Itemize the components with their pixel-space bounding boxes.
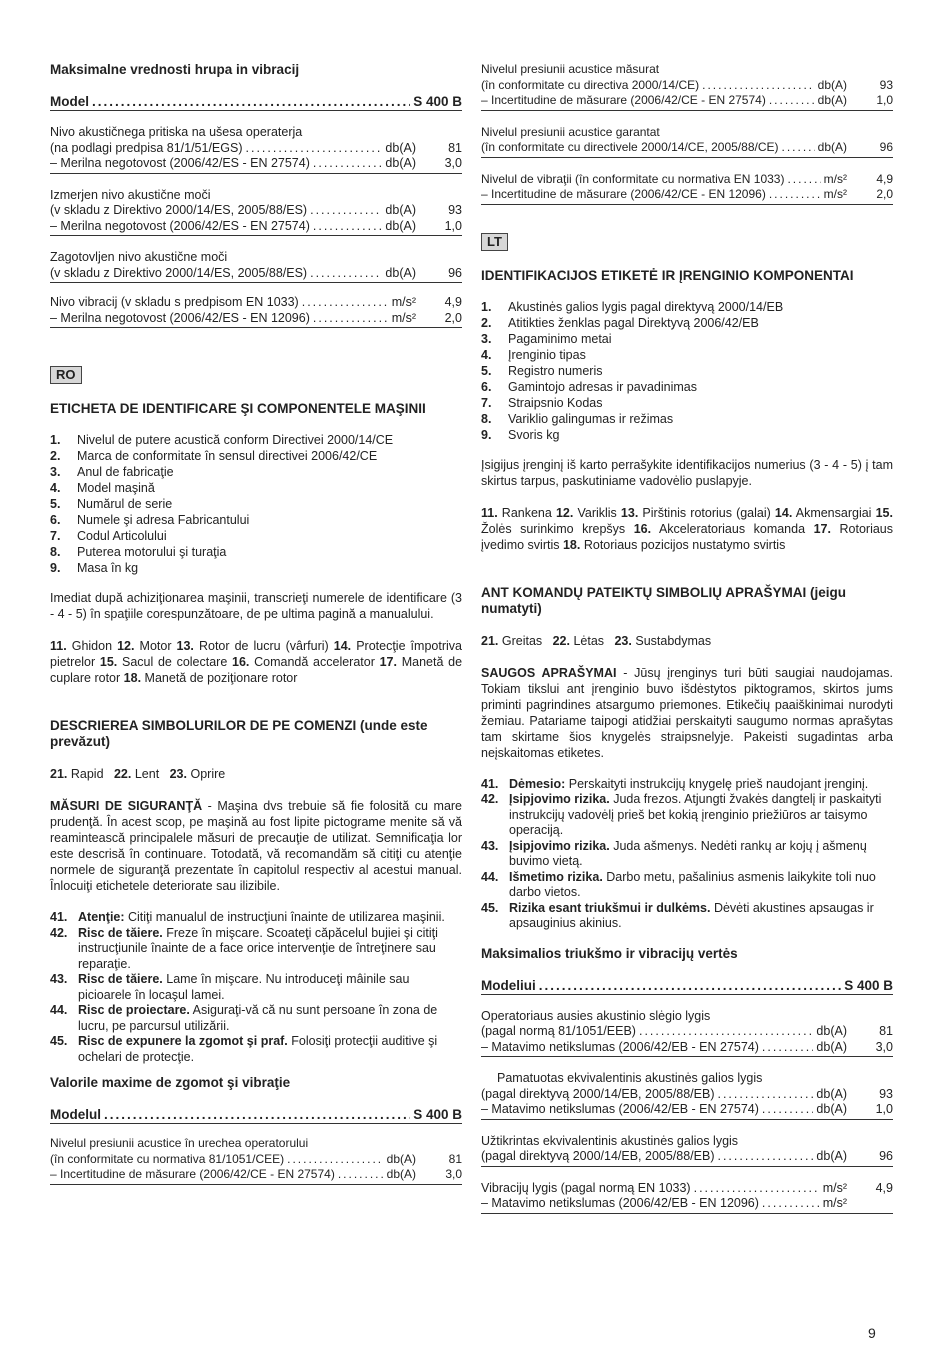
ro-noise-group-2: [481, 62, 893, 111]
ro-warning-body: [78, 972, 462, 1003]
sl-model-label: Model: [50, 94, 89, 109]
lt-id-item-number: 1.: [481, 299, 492, 314]
lt-warning-item: [481, 792, 893, 839]
lt-symbol-label: Sustabdymas: [635, 633, 712, 648]
lt-id-item-text: Svoris kg: [508, 427, 560, 442]
sl-g4-value: 4,9: [444, 295, 462, 309]
ro-id-item-text: Nivelul de putere acustică conform Directivei 2000/14/CE: [77, 433, 394, 447]
lt-g3-line1: Užtikrintas ekvivalentinis akustinės galios lygis: [481, 1133, 739, 1148]
lt-g1-line1: Operatoriaus ausies akustinio slėgio lygis: [481, 1008, 711, 1023]
ro-warning-text: Asiguraţi-vă că nu sunt persoane în zona de lucru, pe parcursul utilizării.: [78, 1003, 438, 1033]
lt-warning-item: [481, 777, 893, 793]
lt-id-item-text: Pagaminimo metai: [508, 331, 612, 346]
ro-warning-text: Freze în mişcare. Scoateţi căpăcelul bujiei şi citiţi instrucţiunile înainte de a face orice intervenţie de întreţinere sau reparaţie.: [78, 925, 438, 971]
lt-id-item-number: 8.: [481, 411, 492, 426]
ro-id-item-text: Model maşină: [77, 481, 155, 495]
sl-noise-group-3: [50, 250, 462, 283]
lt-warning-heading: Įsipjovimo rizika.: [509, 838, 610, 853]
ro-warning-number: 41.: [50, 910, 68, 924]
lt-id-item-text: Gamintojo adresas ir pavadinimas: [508, 379, 697, 394]
ro-warning-body: [78, 926, 462, 973]
lt-g1-unc-unit: db(A): [816, 1039, 847, 1054]
ro-component-label: Sacul de colectare: [122, 655, 228, 669]
ro-symbol-label: Oprire: [190, 767, 226, 781]
lt-id-item-text: Registro numeris: [508, 363, 603, 378]
sl-g2-unc-unit: db(A): [385, 218, 416, 233]
lt-component-label: Akceleratoriaus komanda: [658, 521, 806, 536]
ro-id-item-number: 5.: [50, 497, 61, 511]
ro-symbol-number: 22.: [113, 767, 132, 781]
lt-g2-unc-value: 1,0: [875, 1102, 893, 1116]
ro-g1-line1: Nivelul presiunii acustice în urechea operatorului: [50, 1136, 309, 1150]
lt-warning-number: 44.: [481, 869, 499, 884]
lt-warning-heading: Rizika esant triukšmui ir dulkėms.: [509, 900, 711, 915]
lt-warning-item: [481, 839, 893, 870]
ro-warning-item: [50, 926, 462, 973]
ro-id-item: [50, 432, 462, 448]
lt-id-item-text: Straipsnio Kodas: [508, 395, 603, 410]
ro-symbols-title: DESCRIEREA SIMBOLURILOR DE PE COMENZI (unde este prevăzut): [50, 718, 428, 749]
ro-component-number: 16.: [232, 655, 250, 669]
ro-component-number: 18.: [123, 671, 142, 685]
lt-warning-text: Juda frezos. Atjungti žvakės dangtelį ir paskaityti instrukcijų vadovėlį prieš bet kokią įrenginio priežiūros ar taisymo operaciją.: [509, 792, 882, 837]
lt-symbol-number: 23.: [614, 633, 632, 648]
ro-component-label: Rotor de lucru (vârfuri): [198, 639, 329, 653]
lt-id-item: [481, 411, 893, 427]
ro-g1-line3: – Incertitudine de măsurare (2006/42/CE - EN 27574): [50, 1167, 335, 1181]
ro-warning-heading: Risc de tăiere.: [78, 925, 163, 940]
ro-warning-heading: Risc de tăiere.: [78, 972, 163, 986]
ro-section: [50, 366, 462, 1185]
lt-id-item: [481, 347, 893, 363]
lt-noise-title: Maksimalios triukšmo ir vibracijų vertės: [481, 945, 738, 961]
lt-g1-line3: – Matavimo netikslumas (2006/42/EB - EN 27574): [481, 1039, 759, 1054]
lt-id-item-number: 4.: [481, 347, 492, 362]
ro-id-item: [50, 560, 462, 576]
lt-g2-unit: db(A): [816, 1086, 847, 1101]
sl-g3-line2: (v skladu z Direktivo 2000/14/ES, 2005/88/ES): [50, 265, 308, 280]
ro-id-title: ETICHETA DE IDENTIFICARE ŞI COMPONENTELE MAŞINII: [50, 401, 426, 416]
ro-symbol-label: Rapid: [70, 767, 104, 781]
ro-g2-value: 93: [879, 77, 893, 92]
lt-warning-body: [509, 777, 868, 793]
ro-g4-line2: – Incertitudine de măsurare (2006/42/CE - EN 12096): [481, 187, 766, 201]
lt-id-item: [481, 363, 893, 379]
lt-section: [481, 233, 893, 1214]
ro-warning-number: 44.: [50, 1003, 68, 1017]
ro-warnings: [50, 910, 462, 1065]
lt-id-item-number: 7.: [481, 395, 492, 410]
lt-safety-text: - Jūsų įrenginys turi būti saugiai naudojamas. Tokiam tikslui ant įrenginio buvo išdėstytos piktogramos, skirtos jums priminti pagrindines atsargumo priemones. Etikečių paaiškinimai nurodyti žemiau. Patariame taipogi atidžiai perskaityti saugumo normas aprašytas tam skirtame šios knygelės straipsnelyje. Pakeisti sugadintas arba neįskaitomas etiketes.: [481, 665, 893, 760]
ro-id-item-number: 8.: [50, 545, 61, 559]
ro-warning-text: Citiţi manualul de instrucţiuni înainte de utilizarea maşinii.: [124, 910, 445, 924]
lt-warning-heading: Išmetimo rizika.: [509, 869, 603, 884]
ro-id-item-text: Anul de fabricaţie: [77, 465, 174, 479]
ro-warning-item: [50, 1003, 462, 1034]
lt-noise-group-2: [481, 1071, 893, 1120]
lt-id-item: [481, 315, 893, 331]
ro-model-value: S 400 B: [413, 1107, 462, 1122]
lt-model-row: [481, 978, 893, 995]
sl-g1-unc-value: 3,0: [444, 156, 462, 170]
sl-g4-unc-unit: m/s²: [391, 310, 416, 325]
ro-id-item: [50, 512, 462, 528]
lt-g2-line2: (pagal direktyvą 2000/14/EB, 2005/88/EB): [481, 1086, 715, 1101]
sl-g4-line2: – Merilna negotovost (2006/42/ES - EN 12096): [50, 310, 310, 325]
lt-safety-paragraph: [481, 665, 893, 761]
sl-g3-unit: db(A): [385, 265, 416, 280]
lt-symbol-label: Greitas: [501, 633, 543, 648]
lt-id-item-number: 6.: [481, 379, 492, 394]
ro-symbol-number: 23.: [169, 767, 187, 781]
ro-component-label: Manetă de cuplare rotor: [50, 655, 463, 685]
lt-g4-line1: Vibracijų lygis (pagal normą EN 1033): [481, 1180, 691, 1195]
ro-id-item: [50, 496, 462, 512]
lt-id-list: [481, 299, 893, 443]
lt-warning-number: 41.: [481, 776, 499, 791]
lt-component-number: 14.: [774, 505, 793, 520]
ro-safety-paragraph: [50, 798, 462, 894]
lt-warning-body: [509, 792, 893, 839]
lt-components: [481, 505, 893, 553]
ro-safety-text: - Maşina dvs trebuie să fie folosită cu mare prudenţă. În acest scop, pe maşină au fost lipite pictograme menite să vă reamintească principalele măsuri de precauţie de utilizat. Semnificaţia lor este descrisă în continuare. Totodată, vă recomandăm să citiţi cu atenţie normele de siguranţă prezentate în capitolul respectiv al acestui manual. Înlocuiţi etichetele deteriorate sau ilizibile.: [50, 799, 463, 893]
sl-g2-unc-value: 1,0: [444, 218, 462, 233]
ro-component-number: 15.: [99, 655, 118, 669]
ro-component-label: Manetă de poziţionare rotor: [144, 671, 298, 685]
lt-vibration-group: [481, 1181, 893, 1214]
lt-warning-item: [481, 870, 893, 901]
lt-warning-text: Juda ašmenys. Nedėti rankų ar kojų į ašmenų buvimo vietą.: [509, 838, 867, 868]
ro-after-purchase: Imediat după achiziţionarea maşinii, transcrieţi numerele de identificare (3 - 4 - 5) în spaţiile corespunzătoare, de pe ultima pagină a manualului.: [50, 591, 462, 621]
lt-symbol-number: 21.: [481, 633, 499, 648]
lt-id-item: [481, 299, 893, 315]
ro-warning-heading: Atenţie:: [78, 910, 125, 924]
lt-id-item-number: 9.: [481, 427, 492, 442]
lt-component-number: 11.: [481, 505, 498, 520]
ro-component-number: 11.: [50, 639, 67, 653]
ro-g1-line2: (în conformitate cu normativa 81/1051/CEE): [50, 1151, 285, 1166]
ro-warning-item: [50, 910, 462, 926]
sl-g1-line3: – Merilna negotovost (2006/42/ES - EN 27574): [50, 156, 310, 170]
ro-id-item-number: 4.: [50, 481, 61, 495]
lt-id-item-text: Variklio galingumas ir režimas: [508, 411, 674, 426]
lt-g1-value: 81: [879, 1024, 893, 1038]
ro-g4-unc-value: 2,0: [876, 187, 893, 201]
lt-id-item: [481, 427, 893, 443]
lt-warning-number: 42.: [481, 792, 499, 806]
lt-noise-group-1: [481, 1009, 893, 1058]
lt-warning-text: Darbo metu, pašalinius asmenis laikykite toli nuo darbo vietos.: [509, 869, 876, 899]
lt-model-label: Modeliui: [481, 977, 536, 993]
lt-g2-unc-unit: db(A): [816, 1102, 847, 1116]
lt-id-item-text: Atitikties ženklas pagal Direktyvą 2006/42/EB: [508, 315, 759, 330]
lt-warning-text: Dėvėti akustines apsaugas ir apsauginius akinius.: [509, 900, 874, 930]
ro-id-item-text: Puterea motorului şi turaţia: [77, 545, 227, 559]
ro-warning-number: 45.: [50, 1034, 68, 1048]
sl-g4-unc-value: 2,0: [444, 310, 462, 325]
lt-component-number: 15.: [875, 505, 893, 520]
ro-warning-text: Folosiţi protecţii auditive şi ochelari de protecţie.: [78, 1034, 438, 1064]
ro-g4-unit: m/s²: [823, 171, 847, 186]
lt-warning-number: 43.: [481, 838, 499, 853]
left-column: [50, 62, 462, 1185]
lt-g4-unit: m/s²: [822, 1180, 847, 1195]
lt-warnings: [481, 777, 893, 932]
ro-warning-body: [78, 1003, 462, 1034]
lt-warning-number: 45.: [481, 900, 499, 915]
ro-symbol-label: Lent: [134, 767, 160, 781]
ro-id-item: [50, 464, 462, 480]
ro-component-number: 14.: [333, 639, 352, 653]
sl-vibration-group: [50, 295, 462, 328]
ro-safety-head: MĂSURI DE SIGURANŢĂ: [50, 799, 203, 813]
ro-model-row: [50, 1107, 462, 1124]
sl-noise-section: [50, 62, 462, 328]
sl-model-value: S 400 B: [413, 94, 462, 109]
lt-component-label: Pirštinis rotorius (galai): [642, 505, 771, 520]
ro-g1-unit: db(A): [386, 1151, 416, 1166]
ro-warning-heading: Risc de expunere la zgomot şi praf.: [78, 1034, 288, 1048]
lt-component-label: Rotoriaus pozicijos nustatymo svirtis: [583, 537, 786, 552]
right-column: [481, 62, 893, 1214]
lt-id-title: IDENTIFIKACIJOS ETIKETĖ IR ĮRENGINIO KOMPONENTAI: [481, 267, 854, 283]
ro-id-item-number: 1.: [50, 433, 61, 447]
sl-g1-line2: (na podlagi predpisa 81/1/51/EGS): [50, 140, 243, 155]
ro-g1-value: 81: [448, 1151, 462, 1166]
ro-g1-unc-unit: db(A): [386, 1167, 416, 1181]
sl-g2-unit: db(A): [385, 203, 416, 217]
lt-warning-body: [509, 839, 893, 870]
ro-id-item-number: 7.: [50, 529, 61, 543]
ro-warning-heading: Risc de proiectare.: [78, 1003, 190, 1017]
lt-warning-item: [481, 901, 893, 932]
ro-id-item-text: Numărul de serie: [77, 497, 173, 511]
lt-model-value: S 400 B: [844, 977, 893, 993]
sl-noise-title: Maksimalne vrednosti hrupa in vibracij: [50, 62, 300, 77]
lt-id-item-text: Įrenginio tipas: [508, 347, 586, 362]
sl-g3-line1: Zagotovljen nivo akustične moči: [50, 250, 228, 264]
lt-component-number: 13.: [620, 505, 639, 520]
lt-id-item: [481, 331, 893, 347]
lt-g1-line2: (pagal normą 81/1051/EEB): [481, 1024, 636, 1038]
ro-component-label: Ghidon: [71, 639, 113, 653]
ro-g3-line2: (în conformitate cu directivele 2000/14/CE, 2005/88/CE): [481, 140, 779, 154]
lt-id-item-number: 2.: [481, 315, 492, 330]
ro-vibration-group: [481, 172, 893, 205]
lt-symbols: [481, 633, 893, 649]
sl-g4-unit: m/s²: [391, 295, 416, 309]
lt-g2-line1: Pamatuotas ekvivalentinis akustinės galios lygis: [497, 1071, 763, 1085]
ro-warning-item: [50, 972, 462, 1003]
page-number: 9: [868, 1325, 876, 1341]
lt-g1-unit: db(A): [816, 1024, 847, 1038]
ro-noise-title: Valorile maxime de zgomot şi vibraţie: [50, 1075, 291, 1090]
ro-component-number: 12.: [117, 639, 135, 653]
sl-g1-value: 81: [448, 140, 462, 155]
ro-g2-line3: – Incertitudine de măsurare (2006/42/CE - EN 27574): [481, 93, 766, 107]
lt-g2-line3: – Matavimo netikslumas (2006/42/EB - EN 27574): [481, 1102, 759, 1116]
sl-model-row: [50, 94, 462, 111]
sl-g2-value: 93: [448, 203, 462, 217]
lt-g3-unit: db(A): [816, 1149, 847, 1163]
lt-id-item-text: Akustinės galios lygis pagal direktyvą 2000/14/EB: [508, 299, 784, 314]
ro-id-item-number: 9.: [50, 561, 61, 575]
sl-g2-line1: Izmerjen nivo akustične moči: [50, 187, 211, 202]
ro-language-badge: RO: [50, 366, 82, 384]
lt-id-item: [481, 379, 893, 395]
lt-g3-value: 96: [879, 1149, 893, 1163]
ro-id-item: [50, 480, 462, 496]
ro-id-item: [50, 448, 462, 464]
ro-model-label: Modelul: [50, 1107, 101, 1122]
lt-noise-group-3: [481, 1134, 893, 1167]
sl-g2-line2: (v skladu z Direktivo 2000/14/ES, 2005/88/ES): [50, 203, 308, 217]
ro-warning-body: [78, 1034, 462, 1065]
ro-id-item-text: Numele şi adresa Fabricantului: [77, 513, 250, 527]
lt-warning-heading: Įsipjovimo rizika.: [509, 792, 610, 806]
lt-id-item: [481, 395, 893, 411]
ro-g4-value: 4,9: [876, 171, 893, 186]
lt-warning-body: [509, 901, 893, 932]
lt-warning-heading: Dėmesio:: [509, 776, 566, 791]
ro-warning-number: 42.: [50, 925, 68, 940]
ro-component-label: Motor: [139, 639, 172, 653]
ro-noise-group-1: [50, 1136, 462, 1185]
lt-component-number: 18.: [562, 537, 581, 552]
ro-g2-line1: Nivelul presiunii acustice măsurat: [481, 62, 660, 76]
sl-noise-group-1: [50, 125, 462, 174]
lt-component-label: Akmensargiai: [795, 505, 872, 520]
lt-safety-head: SAUGOS APRAŠYMAI: [481, 665, 617, 680]
lt-language-badge: LT: [481, 233, 508, 251]
lt-g4-line2: – Matavimo netikslumas (2006/42/EB - EN 12096): [481, 1196, 759, 1210]
lt-warning-text: Perskaityti instrukcijų knygelę prieš naudojant įrenginį.: [565, 776, 869, 791]
ro-g1-unc-value: 3,0: [445, 1167, 462, 1181]
ro-id-item-text: Codul Articolului: [77, 529, 167, 543]
lt-component-number: 16.: [633, 521, 652, 536]
ro-warning-number: 43.: [50, 972, 68, 986]
lt-component-label: Variklis: [577, 505, 617, 520]
ro-component-label: Comandă accelerator: [254, 655, 375, 669]
lt-g1-unc-value: 3,0: [875, 1039, 893, 1054]
ro-id-item-text: Masa în kg: [77, 561, 139, 575]
ro-g3-unit: db(A): [817, 140, 847, 154]
ro-g2-unit: db(A): [817, 77, 847, 92]
sl-g1-unc-unit: db(A): [385, 156, 416, 170]
ro-symbol-number: 21.: [50, 767, 68, 781]
ro-id-item-number: 3.: [50, 465, 61, 479]
ro-warning-item: [50, 1034, 462, 1065]
lt-symbol-number: 22.: [552, 633, 570, 648]
lt-warning-body: [509, 870, 893, 901]
ro-noise-group-3: [481, 125, 893, 158]
lt-component-label: Rankena: [501, 505, 552, 520]
sl-g1-unit: db(A): [385, 140, 416, 155]
lt-component-number: 12.: [555, 505, 574, 520]
lt-component-label: Rotoriaus įvedimo svirtis: [481, 521, 893, 552]
lt-symbols-title: ANT KOMANDŲ PATEIKTŲ SIMBOLIŲ APRAŠYMAI (jeigu numatyti): [481, 584, 846, 616]
lt-component-label: Žolės surinkimo krepšys: [481, 521, 626, 536]
lt-symbol-label: Lėtas: [573, 633, 605, 648]
lt-component-number: 17.: [813, 521, 831, 536]
sl-g3-value: 96: [448, 265, 462, 280]
ro-component-number: 13.: [176, 639, 194, 653]
sl-g2-line3: – Merilna negotovost (2006/42/ES - EN 27574): [50, 218, 310, 233]
sl-noise-group-2: [50, 188, 462, 237]
lt-g4-value: 4,9: [875, 1180, 893, 1195]
ro-g4-unc-unit: m/s²: [823, 187, 847, 201]
ro-id-item-text: Marca de conformitate în sensul directivei 2006/42/CE: [77, 449, 378, 463]
ro-g3-line1: Nivelul presiunii acustice garantat: [481, 124, 660, 139]
ro-g2-line2: (în conformitate cu directiva 2000/14/CE): [481, 77, 700, 92]
ro-id-item-number: 6.: [50, 513, 61, 527]
ro-g4-line1: Nivelul de vibraţii (în conformitate cu normativa EN 1033): [481, 171, 785, 186]
ro-symbols: [50, 766, 462, 782]
ro-id-item: [50, 544, 462, 560]
lt-g2-value: 93: [879, 1086, 893, 1101]
sl-g1-line1: Nivo akustičnega pritiska na ušesa operaterja: [50, 125, 303, 139]
ro-warning-body: [78, 910, 445, 926]
ro-g2-unc-unit: db(A): [817, 93, 847, 107]
ro-components: [50, 638, 462, 686]
sl-g4-line1: Nivo vibracij (v skladu s predpisom EN 1033): [50, 295, 299, 309]
ro-id-item-number: 2.: [50, 449, 61, 463]
ro-component-number: 17.: [379, 655, 397, 669]
lt-after-purchase: Įsigijus įrenginį iš karto perrašykite identifikacijos numerius (3 - 4 - 5) į tam skirtus tarpus, paskutiniame vadovėlio puslapyje.: [481, 457, 893, 488]
ro-id-item: [50, 528, 462, 544]
ro-id-list: [50, 432, 462, 576]
ro-g2-unc-value: 1,0: [876, 93, 893, 107]
lt-id-item-number: 3.: [481, 331, 492, 346]
lt-g4-unc-unit: m/s²: [822, 1196, 847, 1210]
ro-g3-value: 96: [879, 140, 893, 154]
lt-id-item-number: 5.: [481, 363, 492, 378]
ro-component-label: Protecţie împotriva pietrelor: [50, 639, 462, 669]
lt-g3-line2: (pagal direktyvą 2000/14/EB, 2005/88/EB): [481, 1149, 715, 1163]
ro-warning-text: Lame în mişcare. Nu introduceţi mâinile sau picioarele în locaşul lamei.: [78, 972, 410, 1002]
